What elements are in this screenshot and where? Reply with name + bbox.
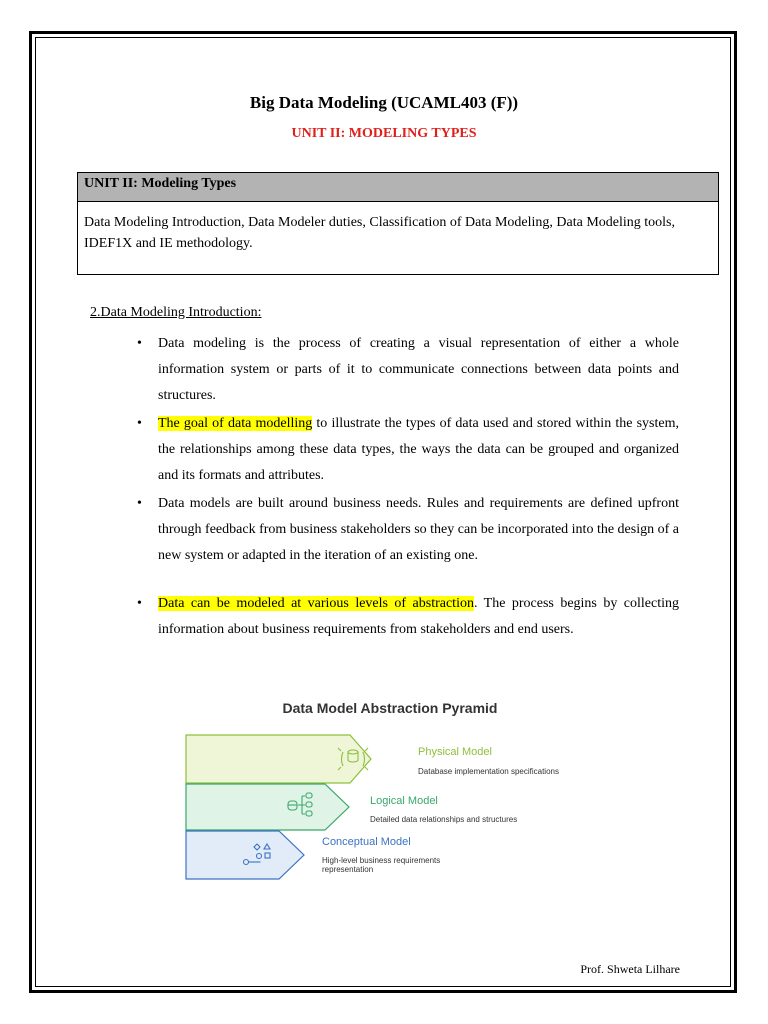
bullet-icon: • bbox=[137, 336, 142, 351]
logical-model-label: Logical Model bbox=[370, 795, 438, 807]
bullet-icon: • bbox=[137, 496, 142, 511]
bullet-icon: • bbox=[137, 596, 142, 611]
unit-summary-heading: UNIT II: Modeling Types bbox=[78, 173, 718, 202]
highlighted-text: Data can be modeled at various levels of abstraction bbox=[158, 596, 474, 611]
logical-model-description: Detailed data relationships and structures bbox=[370, 815, 518, 824]
physical-model-description: Database implementation specifications bbox=[418, 767, 559, 776]
unit-summary-table bbox=[77, 172, 719, 275]
logical-model-shape bbox=[186, 784, 349, 830]
conceptual-model-label: Conceptual Model bbox=[322, 836, 411, 848]
document-title: Big Data Modeling (UCAML403 (F)) bbox=[249, 93, 519, 112]
unit-summary-body: Data Modeling Introduction, Data Modeler duties, Classification of Data Modeling, Data Modeling tools, IDEF1X and IE methodology. bbox=[84, 215, 675, 251]
list-item: • The goal of data modelling to illustrate the types of data used and stored within the system, the relationships among these data types, the ways the data can be grouped and organized and its formats and attributes. bbox=[131, 411, 679, 489]
physical-model-label: Physical Model bbox=[418, 746, 492, 758]
conceptual-model-shape bbox=[186, 831, 304, 879]
document-subtitle: UNIT II: MODELING TYPES bbox=[291, 126, 477, 141]
list-item: • Data modeling is the process of creating a visual representation of either a whole information system or parts of it to communicate connections between data points and structures. bbox=[131, 331, 679, 409]
conceptual-model-description: High-level business requirements representation bbox=[322, 856, 441, 874]
highlighted-text: The goal of data modelling bbox=[158, 416, 313, 431]
bullet-list bbox=[131, 331, 679, 645]
list-item: • Data models are built around business needs. Rules and requirements are defined upfront through feedback from business stakeholders so they can be incorporated into the design of a new system or adapted in the iteration of an existing one. bbox=[131, 491, 679, 569]
pyramid-title: Data Model Abstraction Pyramid bbox=[282, 700, 498, 716]
list-item: • Data can be modeled at various levels of abstraction. The process begins by collecting information about business requirements from stakeholders and end users. bbox=[131, 591, 679, 643]
section-heading: 2.Data Modeling Introduction: bbox=[90, 305, 262, 320]
bullet-icon: • bbox=[137, 416, 142, 431]
physical-model-shape bbox=[186, 735, 371, 783]
author-footer: Prof. Shweta Lilhare bbox=[580, 962, 680, 976]
